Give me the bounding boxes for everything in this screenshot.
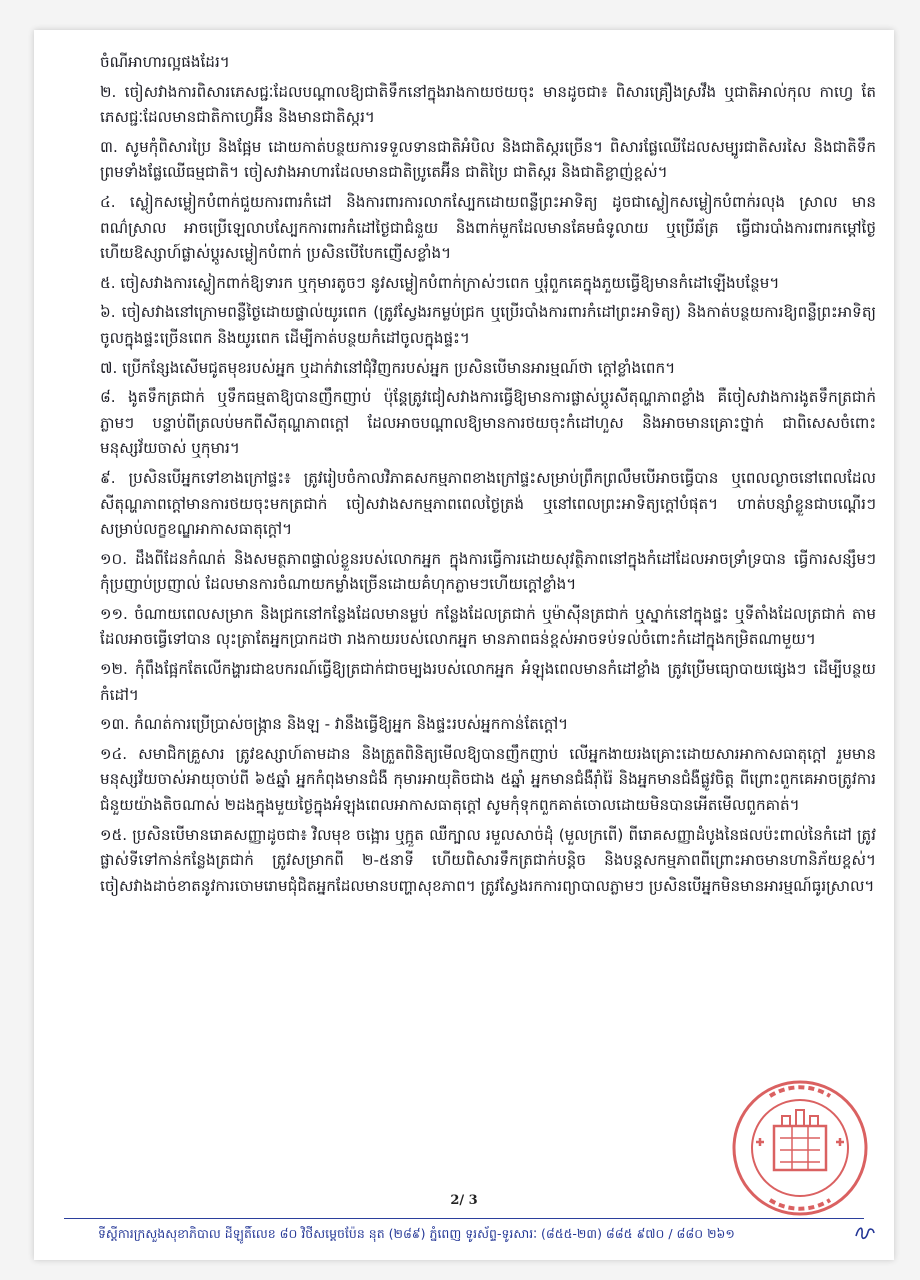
paragraph-item-13: ១៣. កំណត់ការប្រើប្រាស់ចង្ក្រាន និងឡ - វានឹងធ្វើឱ្យអ្នក និងផ្ទះរបស់អ្នកកាន់តែក្តៅ។	[100, 715, 569, 734]
paragraph-item-5: ៥. ចៀសវាងការស្លៀកពាក់ឱ្យទារក ឬកុមារតូចៗ នូវសម្លៀកបំពាក់ក្រាស់ៗពេក ឬរុំពួកគេក្នុងភួយធ្វើឱ្យមានកំដៅឡើងបន្ថែម។	[100, 273, 780, 292]
paragraph-item-4: ៤. ស្លៀកសម្លៀកបំពាក់ជួយការពារកំដៅ និងការពារការលាកស្បែកដោយពន្លឺព្រះអាទិត្យ ដូចជាស្លៀកសម្លៀកបំពាក់រលុង ស្រាល មានពណ៌ស្រាល អាចប្រើឡេលាបស្បែកការពារកំដៅថ្ងៃជាជំនួយ និងពាក់មួកដែលមានគែមធំទូលាយ ឬប្រើឆ័ត្រ ធ្វើជារបាំងការពារកម្ដៅថ្ងៃ ហើយឱស្សាហ៍ផ្លាស់ប្តូរសម្លៀកបំពាក់ ប្រសិនបើបែកញើសខ្លាំង។	[100, 192, 876, 263]
document-page	[34, 30, 894, 1260]
footer-divider	[64, 1218, 864, 1219]
paragraph-item-8: ៨. ងូតទឹកត្រជាក់ ឬទឹកធម្មតាឱ្យបានញឹកញាប់ ប៉ុន្តែត្រូវជៀសវាងការធ្វើឱ្យមានការផ្លាស់ប្តូរសីតុណ្ហភាពខ្លាំង គឺចៀសវាងការងូតទឹកត្រជាក់ភ្លាមៗ បន្ទាប់ពីត្រលប់មកពីសីតុណ្ហភាពក្ដៅ ដែលអាចបណ្តាលឱ្យមានការថយចុះកំដៅហួស និងអាចមានគ្រោះថ្នាក់ ជាពិសេសចំពោះមនុស្សវ័យចាស់ ឬកុមារ។	[100, 388, 876, 458]
footer-address: ទីស្តីការក្រសួងសុខាភិបាល ដីឡូតិ៍លេខ ៨០ វិថីសម្តេចប៉ែន នុត (២៨៩) ភ្នំពេញ ទូរស័ព្ទ-ទូរសារៈ (៨៥៥-២៣) ៨៨៥ ៩៧០ / ៨៨០ ២៦១	[98, 1226, 735, 1241]
paragraph-item-12: ១២. កុំពឹងផ្អែកតែលើកង្ហារជាឧបករណ៍ធ្វើឱ្យត្រជាក់ជាចម្បងរបស់លោកអ្នក អំឡុងពេលមានកំដៅខ្លាំង ត្រូវប្រើមធ្យោបាយផ្សេងៗ ដើម្បីបន្ថយកំដៅ។	[100, 660, 876, 704]
paragraph-item-10: ១០. ដឹងពីដែនកំណត់ និងសមត្ថភាពផ្ទាល់ខ្លួនរបស់លោកអ្នក ក្នុងការធ្វើការដោយសុវត្ថិភាពនៅក្នុងកំដៅដែលអាចទ្រាំទ្របាន ធ្វើការសន្សឹមៗ កុំប្រញាប់ប្រញាល់ ដែលមានការចំណាយកម្លាំងច្រើនដោយគំហុកភ្លាមៗហើយក្ដៅខ្លាំង។	[100, 549, 876, 594]
initials-signature-icon	[854, 1224, 876, 1242]
document-body	[100, 50, 876, 903]
paragraph-item-9: ៩. ប្រសិនបើអ្នកទៅខាងក្រៅផ្ទះ៖ ត្រូវរៀបចំកាលវិភាគសកម្មភាពខាងក្រៅផ្ទះសម្រាប់ព្រឹកព្រលឹមបើអាចធ្វើបាន ឬពេលល្ងាចនៅពេលដែលសីតុណ្ហភាពក្ដៅមានការថយចុះមកត្រជាក់ ចៀសវាងសកម្មភាពពេលថ្ងៃត្រង់ ឬនៅពេលព្រះអាទិត្យក្តៅបំផុត។ ហាត់បន្សាំខ្លួនជាបណ្តើរៗ សម្រាប់លក្ខខណ្ឌអាកាសធាតុក្តៅ។	[100, 468, 876, 539]
paragraph-item-7: ៧. ប្រើកន្សែងសើមជូតមុខរបស់អ្នក ឬដាក់វានៅជុំវិញករបស់អ្នក ប្រសិនបើមានអារម្មណ៍ថា ក្តៅខ្លាំងពេក។	[100, 358, 676, 377]
paragraph-item-11: ១១. ចំណាយពេលសម្រាក និងជ្រកនៅកន្លែងដែលមានម្លប់ កន្លែងដែលត្រជាក់ ឬម៉ាស៊ីនត្រជាក់ ឬស្នាក់នៅក្នុងផ្ទះ ឬទីតាំងដែលត្រជាក់ តាមដែលអាចធ្វើទៅបាន លុះត្រាតែអ្នកប្រាកដថា រាងកាយរបស់លោកអ្នក មានភាពធន់ខ្ពស់អាចទប់ទល់ចំពោះកំដៅក្នុងកម្រិតណាមួយ។	[100, 604, 876, 649]
page-number: 2/ 3	[450, 1193, 478, 1208]
paragraph-item-2: ២. ចៀសវាងការពិសារភេសជ្ជៈដែលបណ្តាលឱ្យជាតិទឹកនៅក្នុងរាងកាយថយចុះ មានដូចជា៖ ពិសារគ្រឿងស្រវឹង ឬជាតិអាល់កុល កាហ្វេ តែ ភេសជ្ជៈដែលមានជាតិកាហ្វេអ៊ីន និងមានជាតិស្ករ។	[100, 82, 876, 127]
paragraph-intro-continuation: ចំណីអាហារល្អផងដែរ។	[100, 53, 230, 71]
paragraph-item-14: ១៤. សមាជិកគ្រួសារ ត្រូវឧស្សាហ៍តាមដាន និងត្រួតពិនិត្យមើលឱ្យបានញឹកញាប់ លើអ្នកងាយរងគ្រោះដោយសារអាកាសធាតុក្ដៅ រួមមាន មនុស្សវ័យចាស់អាយុចាប់ពី ៦៥ឆ្នាំ អ្នកកំពុងមានជំងឺ កុមារអាយុតិចជាង ៥ឆ្នាំ អ្នកមានជំងឺរ៉ាំរ៉ៃ និងអ្នកមានជំងឺផ្លូវចិត្ត ពីព្រោះពួកគេអាចត្រូវការជំនួយយ៉ាងតិចណាស់ ២ដងក្នុងមួយថ្ងៃក្នុងអំឡុងពេលអាកាសធាតុក្តៅ សូមកុំទុកពួកគាត់ចោលដោយមិនបានអើតមើលពួកគាត់។	[100, 744, 876, 815]
paragraph-item-3: ៣. សូមកុំពិសារប្រៃ និងផ្អែម ដោយកាត់បន្ថយការទទួលទានជាតិអំបិល និងជាតិស្ករច្រើន។ ពិសារផ្លែឈើដែលសម្បូរជាតិសរសៃ និងជាតិទឹក ព្រមទាំងផ្លែឈើធម្មជាតិ។ ចៀសវាងអាហារដែលមានជាតិប្រូតេអ៊ីន ជាតិប្រៃ ជាតិស្ករ និងជាតិខ្លាញ់ខ្ពស់។	[100, 137, 876, 182]
paragraph-item-6: ៦. ចៀសវាងនៅក្រោមពន្លឺថ្ងៃដោយផ្ទាល់យូរពេក (ត្រូវស្វែងរកម្លប់ជ្រក ឬប្រើរបាំងការពារកំដៅព្រះអាទិត្យ) និងកាត់បន្ថយការឱ្យពន្លឺព្រះអាទិត្យចូលក្នុងផ្ទះច្រើនពេក និងយូរពេក ដើម្បីកាត់បន្ថយកំដៅចូលក្នុងផ្ទះ។	[100, 303, 876, 347]
paragraph-item-15: ១៥. ប្រសិនបើមានរោគសញ្ញាដូចជា៖ វិលមុខ ចង្អោរ ឬក្អួត ឈឺក្បាល រមួលសាច់ដុំ (មួលក្រពើ) ពីរោគសញ្ញាដំបូងនៃផលប៉ះពាល់នៃកំដៅ ត្រូវផ្លាស់ទីទៅកាន់កន្លែងត្រជាក់ ត្រូវសម្រាកពី ២-៥នាទី ហើយពិសារទឹកត្រជាក់បន្តិច និងបន្តសកម្មភាពពីព្រោះអាចមានហានិភ័យខ្ពស់។ ចៀសវាងដាច់ខាតនូវការចោមរោមជុំជិតអ្នកដែលមានបញ្ហាសុខភាព។ ត្រូវស្វែងរកការព្យាបាលភ្លាមៗ ប្រសិនបើអ្នកមិនមានអារម្មណ៍ធូរស្រាល។	[100, 825, 876, 895]
